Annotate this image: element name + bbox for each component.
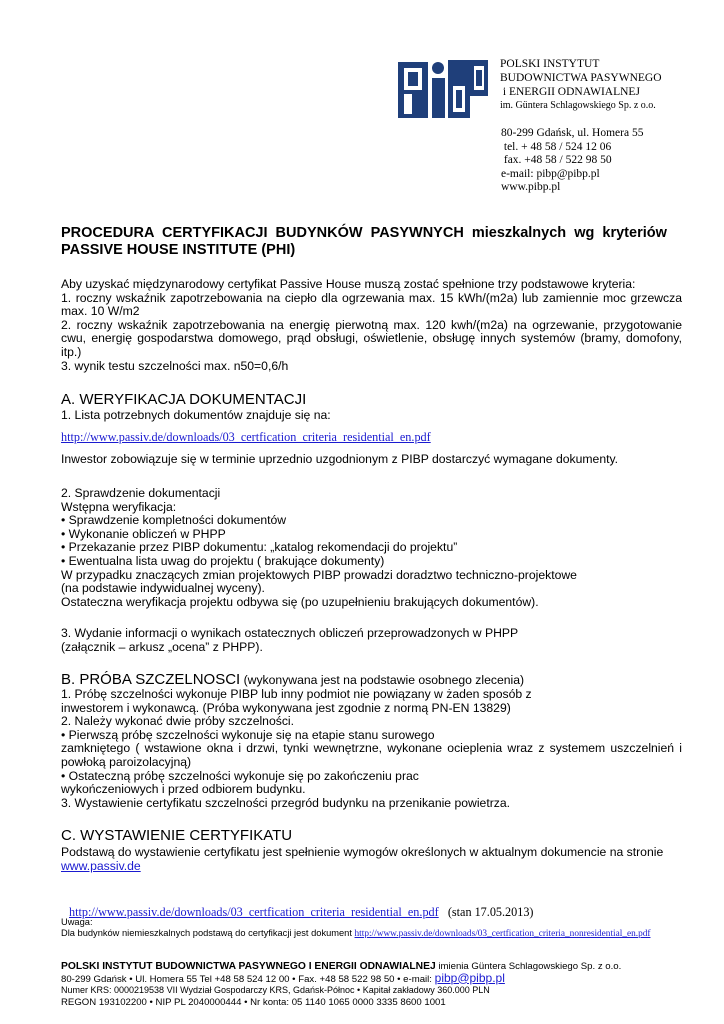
airtightness-line-4: • Pierwszą próbę szczelności wykonuje się na etapie stanu surowego <box>61 727 435 742</box>
airtightness-line-1: 1. Próbę szczelności wykonuje PIBP lub inny podmiot nie powiązany w żaden sposób z <box>61 687 532 701</box>
passiv-website-link[interactable]: www.passiv.de <box>61 858 141 873</box>
institute-name <box>500 57 662 113</box>
institute-address <box>501 127 643 195</box>
section-a-heading: A. WERYFIKACJA DOKUMENTACJI <box>61 391 307 408</box>
criteria-nonresidential-link[interactable]: http://www.passiv.de/downloads/03_certfication_criteria_nonresidential_en.pdf <box>354 929 651 939</box>
address-street: 80-299 Gdańsk, ul. Homera 55 <box>501 127 644 139</box>
footer-company-name <box>61 961 701 973</box>
check-item-2: • Wykonanie obliczeń w PHPP <box>61 526 226 541</box>
documentation-check <box>61 487 682 609</box>
footer-registration: Numer KRS: 0000219538 VII Wydział Gospodarczy KRS, Gdańsk-Północ • Kapitał zakładowy 360.000 PLN <box>61 985 490 995</box>
airtightness-line-3: 2. Należy wykonać dwie próby szczelności. <box>61 714 295 729</box>
results-line-2: (załącznik – arkusz „ocena” z PHPP). <box>61 639 263 654</box>
section-b-body <box>61 688 682 810</box>
airtightness-line-5: zamkniętego ( wstawione okna i drzwi, tynki wewnętrzne, wykonane ocieplenia wraz z systemem uszczelnień i powłoką paroizolacyjną) <box>61 741 682 769</box>
address-website: www.pibp.pl <box>501 181 561 193</box>
airtightness-line-6: • Ostateczną próbę szczelności wykonuje się po zakończeniu prac <box>61 768 419 783</box>
note-section <box>61 917 650 940</box>
note-label: Uwaga: <box>61 917 93 927</box>
address-fax: fax. +48 58 / 522 98 50 <box>501 154 612 166</box>
institute-line-4: im. Güntera Schlagowskiego Sp. z o.o. <box>500 100 656 111</box>
note-text-row <box>61 928 650 940</box>
note-text: Dla budynków niemieszkalnych podstawą do certyfikacji jest dokument <box>61 928 355 938</box>
results-info <box>61 627 682 654</box>
investor-obligation: Inwestor zobowiązuje się w terminie uprzednio uzgodnionym z PIBP dostarczyć wymagane dokumenty. <box>61 452 619 466</box>
section-c-heading: C. WYSTAWIENIE CERTYFIKATU <box>61 827 293 844</box>
institute-line-2: BUDOWNICTWA PASYWNEGO <box>500 72 662 84</box>
section-c-body <box>61 846 682 873</box>
institute-line-1: POLSKI INSTYTUT <box>500 58 600 70</box>
document-title <box>61 225 682 259</box>
certificate-basis: Podstawą do wystawienie certyfikatu jest spełnienie wymogów określonych w aktualnym dokumencie na stronie <box>61 845 664 859</box>
footer-contact <box>61 970 701 986</box>
address-email: e-mail: pibp@pibp.pl <box>501 167 600 180</box>
airtightness-line-7: wykończeniowych i przed odbiorem budynku. <box>61 782 306 797</box>
criteria-date: (stan 17.05.2013) <box>438 905 534 919</box>
footer-contact-text: 80-299 Gdańsk • Ul. Homera 55 Tel +48 58 524 12 00 • Fax. +48 58 522 98 50 • e-mail: <box>61 973 435 985</box>
title-line-2: PASSIVE HOUSE INSTITUTE (PHI) <box>61 242 296 258</box>
footer <box>61 961 701 1008</box>
criteria-residential-link-2[interactable]: http://www.passiv.de/downloads/03_certfication_criteria_residential_en.pdf <box>69 905 439 919</box>
final-verification: Ostateczna weryfikacja projektu odbywa się (po uzupełnieniu brakujących dokumentów). <box>61 594 539 609</box>
section-b-note: (wykonywana jest na podstawie osobnego zlecenia) <box>240 673 525 687</box>
criteria-link-row <box>61 885 533 921</box>
results-line-1: 3. Wydanie informacji o wynikach ostatecznych obliczeń przeprowadzonych w PHPP <box>61 626 519 640</box>
criterion-1: 1. roczny wskaźnik zapotrzebowania na ciepło dla ogrzewania max. 15 kWh/(m2a) lub zamiennie moc grzewcza max. 10 W/m2 <box>61 290 682 319</box>
airtightness-line-2: inwestorem i wykonawcą. (Próba wykonywana jest zgodnie z normą PN-EN 13829) <box>61 700 511 715</box>
section-a-list-intro: 1. Lista potrzebnych dokumentów znajduje się na: <box>61 408 331 422</box>
institute-line-3: i ENERGII ODNAWIALNEJ <box>500 86 640 98</box>
airtightness-line-8: 3. Wystawienie certyfikatu szczelności przegród budynku na przenikanie powietrza. <box>61 795 511 810</box>
footer-bank: REGON 193102200 • NIP PL 2040000444 • Nr konta: 05 1140 1065 0000 3335 8600 1001 <box>61 996 446 1008</box>
check-subtitle: Wstępna weryfikacja: <box>61 499 177 514</box>
footer-email-link[interactable]: pibp@pibp.pl <box>434 970 505 985</box>
check-title: 2. Sprawdzenie dokumentacji <box>61 486 221 500</box>
criterion-3: 3. wynik testu szczelności max. n50=0,6/h <box>61 358 289 373</box>
intro-paragraph: Aby uzyskać międzynarodowy certyfikat Passive House muszą zostać spełnione trzy podstawowe kryteria: <box>61 277 636 291</box>
intro-section <box>61 278 682 373</box>
criteria-residential-link-1[interactable]: http://www.passiv.de/downloads/03_certfication_criteria_residential_en.pdf <box>61 430 431 444</box>
address-phone: tel. + 48 58 / 524 12 06 <box>501 140 612 153</box>
section-b-title: B. PRÓBA SZCZELNOSCI <box>61 671 241 688</box>
check-item-4: • Ewentualna lista uwag do projektu ( brakujące dokumenty) <box>61 553 385 568</box>
pibp-logo <box>398 58 490 120</box>
check-item-3: • Przekazanie przez PIBP dokumentu: „katalog rekomendacji do projektu” <box>61 540 458 555</box>
criterion-2: 2. roczny wskaźnik zapotrzebowania na energię pierwotną max. 120 kwh/(m2a) na ogrzewanie, przygotowanie cwu, energię gospodarstwa domowego, prąd obsługi, oświetlenie, obsługę innych systemów (bramy, domofony, itp.) <box>61 317 682 359</box>
design-changes-note: (na podstawie indywidualnej wyceny). <box>61 581 265 596</box>
footer-name-bold: POLSKI INSTYTUT BUDOWNICTWA PASYWNEGO I ENERGII ODNAWIALNEJ <box>61 961 436 972</box>
title-line-1: PROCEDURA CERTYFIKACJI BUDYNKÓW PASYWNYCH mieszkalnych wg kryteriów <box>61 225 667 241</box>
check-item-1: • Sprawdzenie kompletności dokumentów <box>61 513 287 528</box>
footer-name-rest: imienia Güntera Schlagowskiego Sp. z o.o. <box>435 961 622 972</box>
design-changes: W przypadku znaczących zmian projektowych PIBP prowadzi doradztwo techniczno-projektowe <box>61 567 577 582</box>
